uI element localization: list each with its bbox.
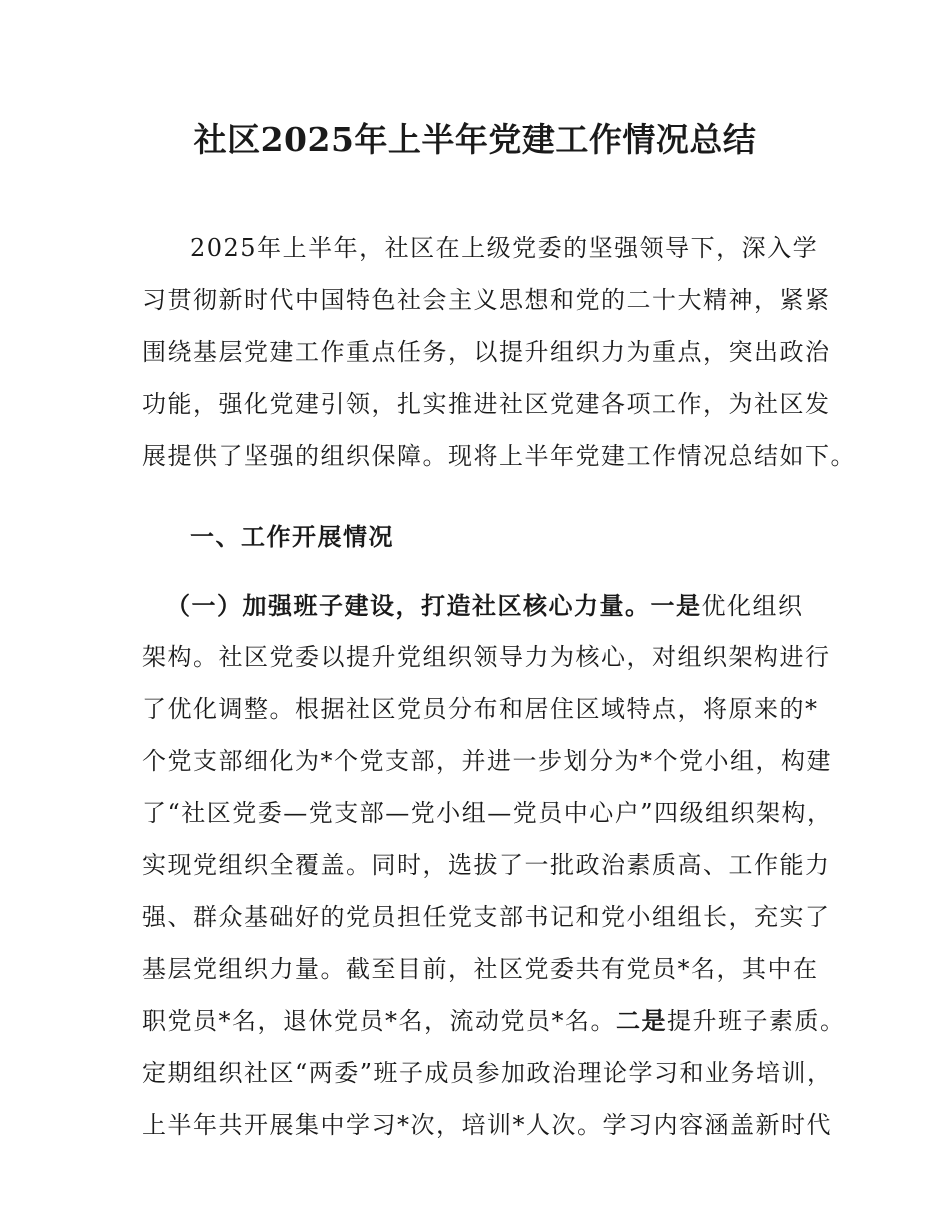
point-label: 二是 (616, 1006, 667, 1035)
paragraph-line: 展提供了坚强的组织保障。现将上半年党建工作情况总结如下。 (142, 442, 856, 470)
point-label: 一是 (650, 591, 702, 620)
document-title: 社区2025年上半年党建工作情况总结 (193, 120, 757, 159)
section-heading: 一、工作开展情况 (190, 522, 394, 551)
inline-text: 提升班子素质。 (667, 1007, 846, 1035)
paragraph-line: 个党支部细化为*个党支部，并进一步划分为*个党小组，构建 (142, 747, 832, 775)
inline-text: 优化组织 (701, 592, 804, 620)
paragraph-line: 围绕基层党建工作重点任务，以提升组织力为重点，突出政治 (142, 338, 831, 366)
paragraph-line: 强、群众基础好的党员担任党支部书记和党小组组长，充实了 (142, 903, 831, 931)
paragraph-line (166, 590, 856, 622)
paragraph-line (142, 1005, 846, 1037)
paragraph-line: 了“社区党委—党支部—党小组—党员中心户”四级组织架构， (142, 799, 833, 827)
paragraph-line: 习贯彻新时代中国特色社会主义思想和党的二十大精神，紧紧 (142, 286, 831, 314)
paragraph-line: 了优化调整。根据社区党员分布和居住区域特点，将原来的* (142, 695, 819, 723)
paragraph-line: 实现党组织全覆盖。同时，选拔了一批政治素质高、工作能力 (142, 851, 831, 879)
paragraph-line: 定期组织社区“两委”班子成员参加政治理论学习和业务培训， (142, 1059, 833, 1087)
subsection-heading: （一）加强班子建设，打造社区核心力量。 (166, 591, 651, 620)
paragraph-line: 上半年共开展集中学习*次，培训*人次。学习内容涵盖新时代 (142, 1111, 832, 1139)
paragraph-line: 功能，强化党建引领，扎实推进社区党建各项工作，为社区发 (142, 390, 831, 418)
paragraph-line: 架构。社区党委以提升党组织领导力为核心，对组织架构进行 (142, 643, 831, 671)
inline-text: 职党员*名，退休党员*名，流动党员*名。 (142, 1007, 616, 1035)
paragraph-line: 基层党组织力量。截至目前，社区党委共有党员*名，其中在 (142, 955, 819, 983)
paragraph-line: 2025年上半年，社区在上级党委的坚强领导下，深入学 (190, 234, 819, 262)
